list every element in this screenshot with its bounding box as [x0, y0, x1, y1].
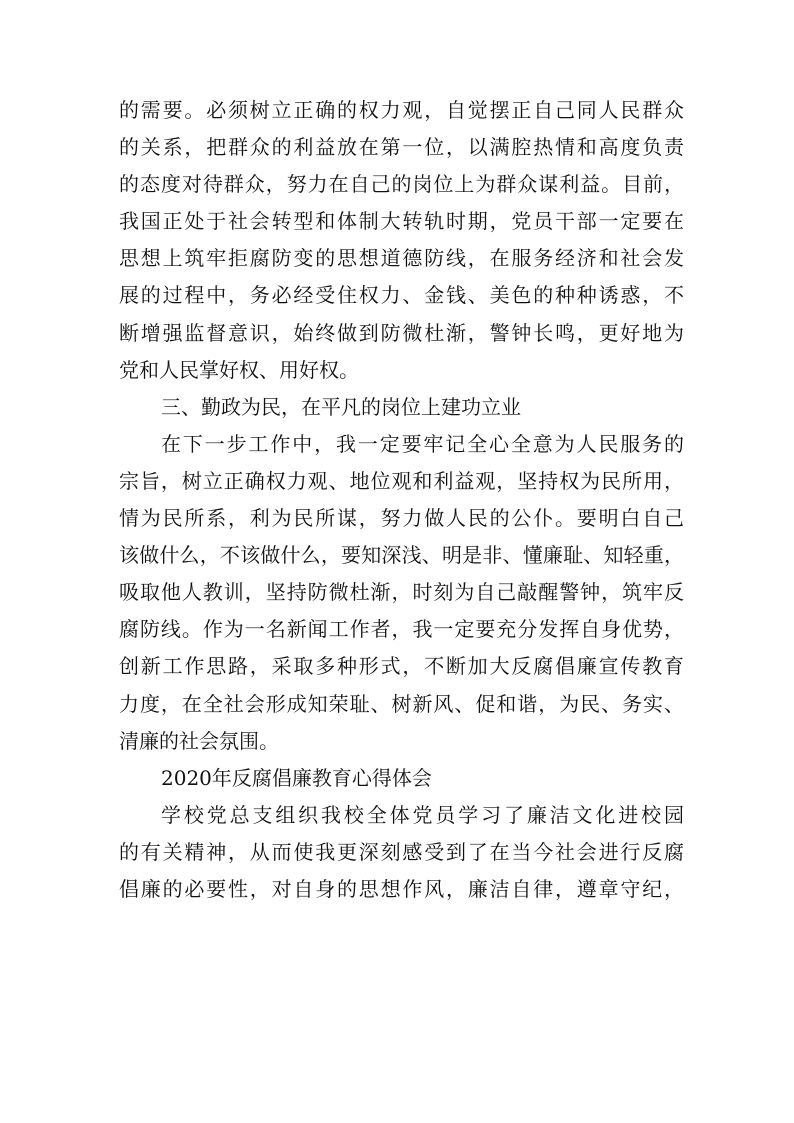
- text-line: 创新工作思路，采取多种形式，不断加大反腐倡廉宣传教育: [119, 654, 684, 679]
- text-line: 清廉的社会氛围。: [119, 728, 279, 753]
- article-title: 2020年反腐倡廉教育心得体会: [161, 765, 432, 790]
- body-text: [119, 92, 684, 908]
- text-line: 的需要。必须树立正确的权力观，自觉摆正自己同人民群众: [119, 98, 684, 122]
- text-line: 吸取他人教训，坚持防微杜渐，时刻为自己敲醒警钟，筑牢反: [119, 580, 684, 605]
- text-line: 该做什么，不该做什么，要知深浅、明是非、懂廉耻、知轻重，: [119, 543, 684, 568]
- text-line: 党和人民掌好权、用好权。: [119, 357, 359, 382]
- text-line: 的态度对待群众，努力在自己的岗位上为群众谋利益。目前，: [119, 172, 684, 197]
- text-line: 展的过程中，务必经受住权力、金钱、美色的种种诱惑，不: [119, 283, 684, 308]
- text-line: 腐防线。作为一名新闻工作者，我一定要充分发挥自身优势，: [119, 617, 684, 642]
- text-line: 宗旨，树立正确权力观、地位观和利益观，坚持权为民所用，: [119, 468, 684, 493]
- text-line: 倡廉的必要性，对自身的思想作风，廉洁自律，遵章守纪，: [119, 876, 684, 901]
- text-line: 的关系，把群众的利益放在第一位，以满腔热情和高度负责: [119, 135, 684, 160]
- text-line: 的有关精神，从而使我更深刻感受到了在当今社会进行反腐: [119, 839, 684, 864]
- text-line: 情为民所系，利为民所谋，努力做人民的公仆。要明白自己: [119, 506, 684, 531]
- text-line: 在下一步工作中，我一定要牢记全心全意为人民服务的: [161, 431, 684, 456]
- text-line: 思想上筑牢拒腐防变的思想道德防线，在服务经济和社会发: [119, 246, 684, 271]
- text-line: 断增强监督意识，始终做到防微杜渐，警钟长鸣，更好地为: [119, 320, 684, 345]
- section-heading: 三、勤政为民，在平凡的岗位上建功立业: [161, 394, 521, 419]
- text-line: 我国正处于社会转型和体制大转轨时期，党员干部一定要在: [119, 209, 684, 234]
- text-line: 力度，在全社会形成知荣耻、树新风、促和谐，为民、务实、: [119, 691, 684, 716]
- text-line: 学校党总支组织我校全体党员学习了廉洁文化进校园: [161, 802, 684, 827]
